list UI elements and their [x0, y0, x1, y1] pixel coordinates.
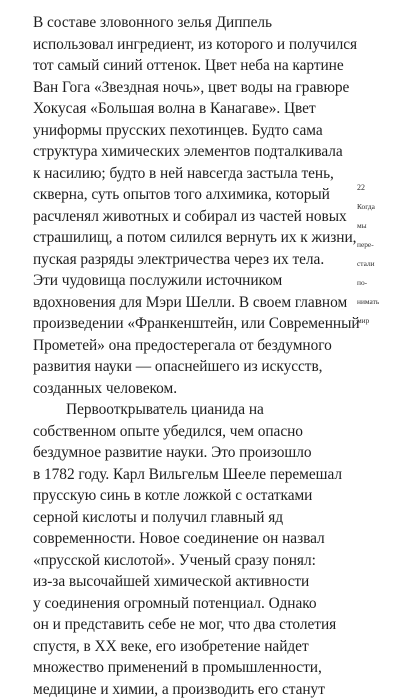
- body-text: [33, 12, 333, 700]
- paragraph-1: [33, 12, 333, 399]
- text-line: прусскую синь в котле ложкой с остатками: [33, 485, 333, 507]
- text-line: страшилищ, а потом силился вернуть их к жизни,: [33, 227, 333, 249]
- margin-note-line: пере-: [357, 240, 397, 250]
- margin-note-number: 22: [357, 183, 397, 193]
- text-line: собственном опыте убедился, чем опасно: [33, 421, 333, 443]
- text-line: Прометей» она предостерегала от бездумного: [33, 335, 333, 357]
- margin-note-line: стали: [357, 259, 397, 269]
- text-line: к насилию; будто в ней навсегда застыла тень,: [33, 163, 333, 185]
- text-line: Первооткрыватель цианида на: [33, 399, 333, 421]
- paragraph-2: [33, 399, 333, 700]
- margin-note-line: по-: [357, 278, 397, 288]
- margin-note-line: мы: [357, 221, 397, 231]
- text-line: медицине и химии, а производить его станут: [33, 679, 333, 700]
- text-line: использовал ингредиент, из которого и получился: [33, 34, 333, 56]
- text-line: вдохновения для Мэри Шелли. В своем главном: [33, 292, 333, 314]
- text-line: он и представить себе не мог, что два столетия: [33, 614, 333, 636]
- text-line: Хокусая «Большая волна в Канагаве». Цвет: [33, 98, 333, 120]
- margin-note-line: Когда: [357, 202, 397, 212]
- text-line: структура химических элементов подталкивала: [33, 141, 333, 163]
- margin-note: [357, 183, 397, 335]
- text-line: в 1782 году. Карл Вильгельм Шееле перемешал: [33, 464, 333, 486]
- text-line: расчленял животных и собирал из частей новых: [33, 206, 333, 228]
- text-line: Ван Гога «Звездная ночь», цвет воды на гравюре: [33, 77, 333, 99]
- margin-note-line: нимать: [357, 297, 397, 307]
- text-line: тот самый синий оттенок. Цвет неба на картине: [33, 55, 333, 77]
- margin-note-line: мир: [357, 316, 397, 326]
- text-line: пуская разряды электричества через их тела.: [33, 249, 333, 271]
- text-line: произведении «Франкенштейн, или Современный: [33, 313, 333, 335]
- text-line: из-за высочайшей химической активности: [33, 571, 333, 593]
- text-line: у соединения огромный потенциал. Однако: [33, 593, 333, 615]
- text-line: скверна, суть опытов того алхимика, который: [33, 184, 333, 206]
- text-line: В составе зловонного зелья Диппель: [33, 12, 333, 34]
- text-line: «прусской кислотой». Ученый сразу понял:: [33, 550, 333, 572]
- text-line: Эти чудовища послужили источником: [33, 270, 333, 292]
- text-line: серной кислоты и получил главный яд: [33, 507, 333, 529]
- text-line: созданных человеком.: [33, 378, 333, 400]
- text-line: униформы прусских пехотинцев. Будто сама: [33, 120, 333, 142]
- text-line: современности. Новое соединение он назвал: [33, 528, 333, 550]
- text-line: бездумное развитие науки. Это произошло: [33, 442, 333, 464]
- text-line: множество применений в промышленности,: [33, 657, 333, 679]
- text-line: развития науки — опаснейшего из искусств,: [33, 356, 333, 378]
- text-line: спустя, в XX веке, его изобретение найдет: [33, 636, 333, 658]
